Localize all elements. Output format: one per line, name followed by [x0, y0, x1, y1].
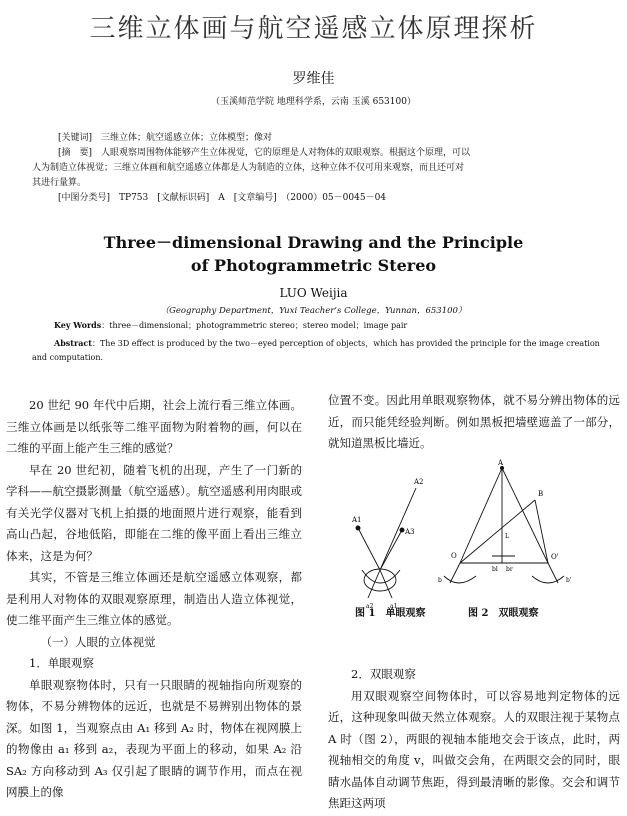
keywords-label: Key Words: [54, 320, 102, 330]
label-B: B: [538, 490, 544, 498]
english-abstract-line-1: [54, 336, 604, 351]
abstract-text-1: ：The 3D effect is produced by the two－eyed perception of objects，which has provided the principle for the image creation: [91, 339, 600, 348]
figure-1-caption: 图 1 单眼观察: [355, 608, 426, 619]
chinese-metadata: [32, 131, 600, 206]
subsection-heading: 2．双眼观察: [351, 667, 416, 681]
paper-title: 三维立体画与航空遥感立体原理探析: [89, 14, 538, 44]
abstract-label: Abstract: [54, 338, 92, 348]
section-heading: （一）人眼的立体视觉: [40, 634, 156, 649]
author-affiliation: （玉溪师范学院 地理科学系，云南 玉溪 653100）: [211, 97, 416, 107]
english-keywords: [54, 318, 604, 333]
figure-1-monocular: [356, 488, 416, 598]
abstract-cn-line-3: 其进行量算。: [32, 178, 87, 188]
paragraph: 早在 20 世纪初，随着飞机的出现，产生了一门新的学科——航空摄影测量（航空遥感）。航空遥感利用肉眼或有关光学仪器对飞机上拍摄的地面照片进行观察，能看到高山凸起，谷地低陷，即能在二维的像平面上看出三维立体来，这是为何？: [6, 462, 302, 563]
paragraph: 用双眼观察空间物体时，可以容易地判定物体的远近，这种现象叫做天然立体观察。人的双眼注视于某物点 A 时（图 2），两眼的视轴本能地交会于该点，此时，两视轴相交的角度 v，叫做交会角，在两眼交会的同时，眼睛水晶体自动调节焦距，得到最清晰的影像。交会和调节焦距这两项: [328, 688, 620, 810]
figure-2-caption: 图 2 双眼观察: [468, 608, 539, 619]
keywords-text: ：three－dimensional；photogrammetric stereo；stereo model；image pair: [101, 321, 408, 330]
english-title-line-1: Three－dimensional Drawing and the Principle: [103, 233, 524, 252]
left-column: [6, 395, 302, 804]
label-O-prime: O': [551, 553, 559, 561]
label-A1: A1: [352, 516, 362, 524]
english-affiliation: （Geography Department，Yuxi Teacher’s College，Yunnan，653100）: [160, 306, 467, 316]
paragraph: 20 世纪 90 年代中后期，社会上流行看三维立体画。三维立体画是以纸张等二维平面物为附着物的画，何以在二维的平面上能产生三维的感觉？: [6, 398, 302, 455]
label-a2: a2: [366, 603, 374, 610]
label-O: O: [451, 552, 457, 560]
english-abstract-line-2: and computation.: [32, 353, 104, 362]
figures-diagram: [330, 458, 615, 628]
right-column-top: [328, 390, 620, 455]
label-a1: a1: [390, 603, 398, 610]
label-bl: bl: [492, 566, 498, 573]
figure-2-binocular: [444, 468, 564, 583]
label-A3: A3: [405, 528, 415, 536]
right-column-bottom: [328, 664, 620, 815]
keywords-cn: [关键词] 三维立体；航空遥感立体；立体模型；像对: [58, 133, 273, 143]
label-L: L: [505, 533, 509, 540]
paragraph: 单眼观察物体时，只有一只眼睛的视轴指向所观察的物体，不易分辨物体的远近，也就是不易辨别出物体的景深。如图 1，当观察点由 A₁ 移到 A₂ 时，物体在视网膜上的物像由 a₁ 移到 a₂，表现为平面上的移动，如果 A₂ 沿 SA₂ 方向移动到 A₃ 仅引起了眼睛的调节作用，而点在视网膜上的像: [6, 677, 302, 799]
english-title-line-2: of Photogrammetric Stereo: [190, 256, 437, 275]
subsection-heading: 1．单眼观察: [29, 656, 94, 670]
label-b-prime: b': [566, 577, 572, 584]
paragraph: 其实，不管是三维立体画还是航空遥感立体观察，都是利用人对物体的双眼观察原理，制造出人造立体视觉，使二维平面产生三维立体的感觉。: [6, 570, 302, 627]
classification-line: [中图分类号] TP753 [文献标识码] A [文章编号] （2000）05－0045－04: [58, 193, 387, 203]
paragraph: 位置不变。因此用单眼观察物体，就不易分辨出物体的远近，而只能凭经验判断。例如黑板把墙壁遮盖了一部分，就知道黑板比墙近。: [328, 393, 620, 450]
author-name: 罗维佳: [292, 71, 335, 87]
label-A: A: [498, 459, 504, 467]
label-b: b: [438, 577, 442, 584]
label-br: br: [506, 566, 513, 573]
abstract-cn-line-1: [摘 要] 人眼观察周围物体能够产生立体视觉，它的原理是人对物体的双眼观察。根据这个原理，可以: [58, 148, 471, 158]
abstract-cn-line-2: 人为制造立体视觉；三维立体画和航空遥感立体都是人为制造的立体，这种立体不仅可用来观察，而且还可对: [32, 163, 465, 173]
label-A2: A2: [414, 478, 424, 486]
english-author: LUO Weijia: [279, 286, 348, 300]
